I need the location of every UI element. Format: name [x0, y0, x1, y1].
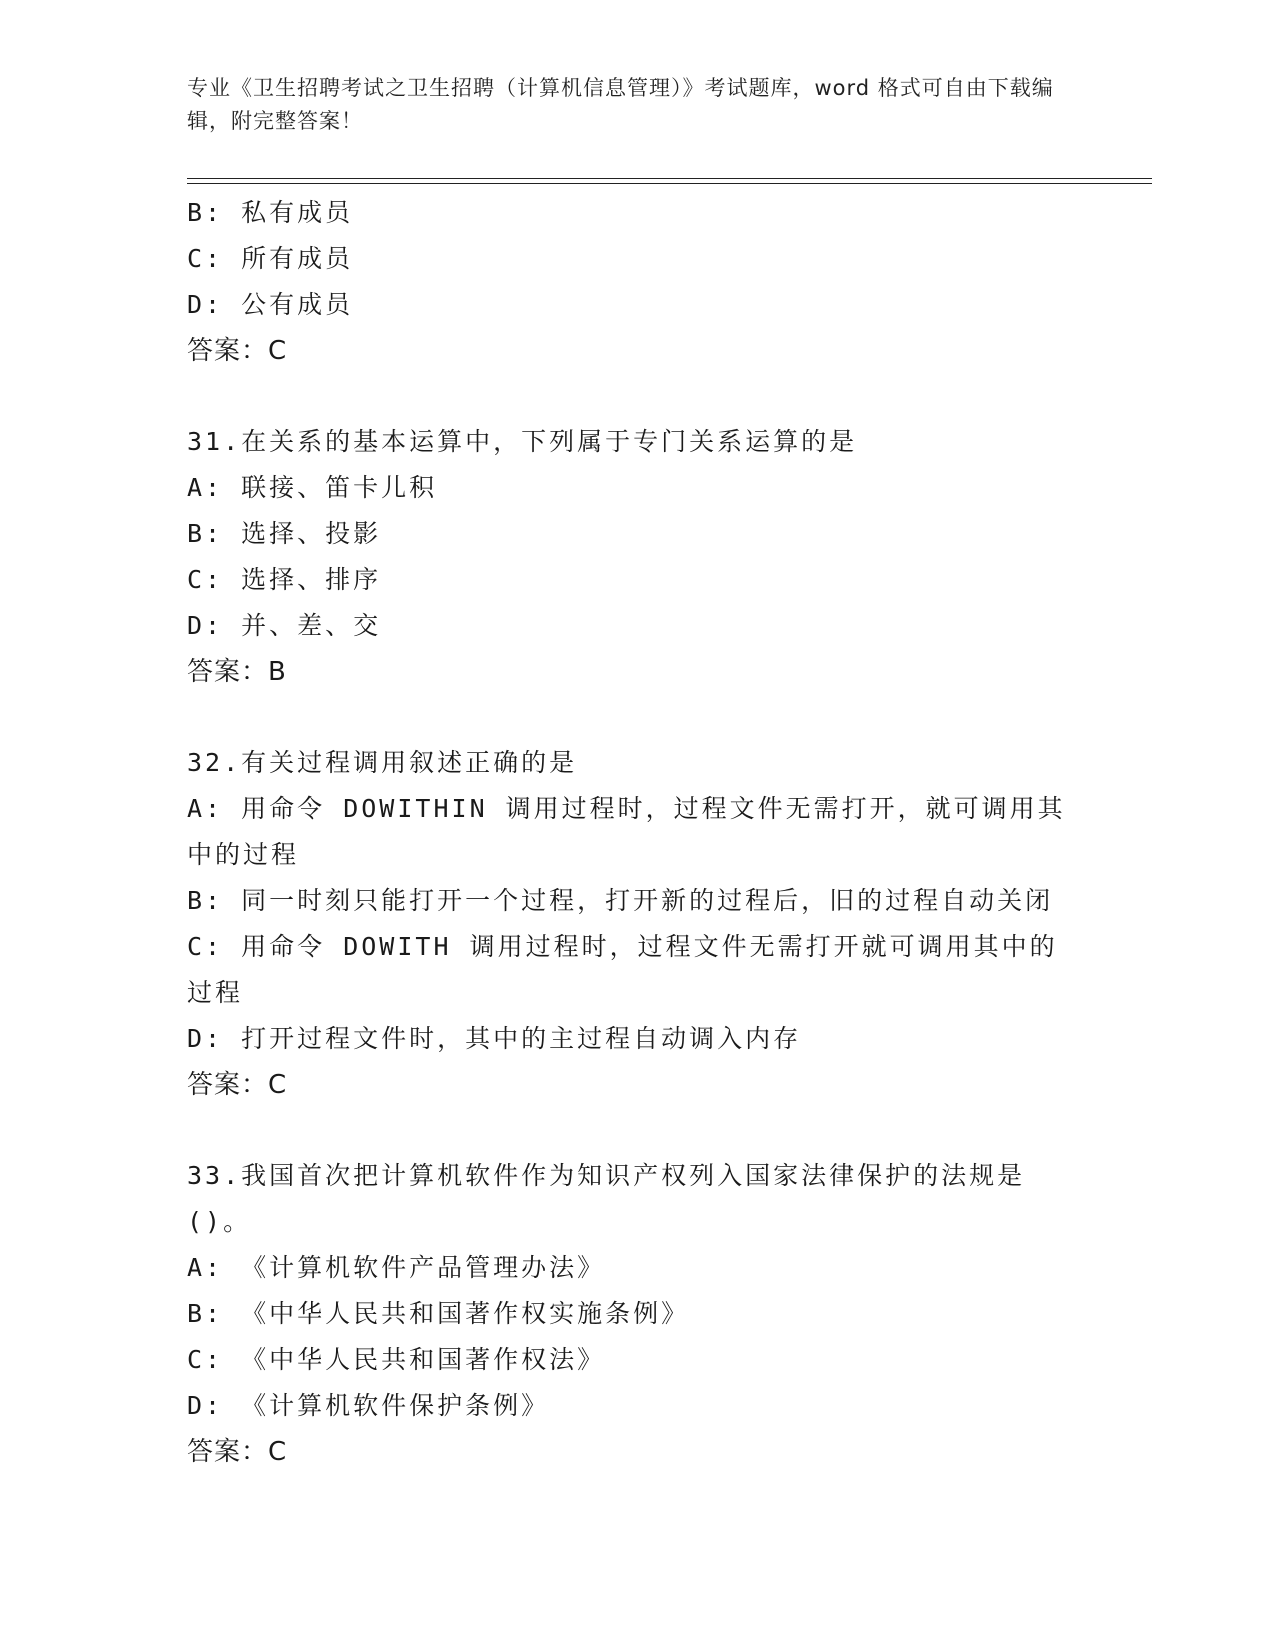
question-31	[187, 419, 1087, 695]
question-33	[187, 1153, 1087, 1475]
document-header: 专业《卫生招聘考试之卫生招聘（计算机信息管理）》考试题库，word 格式可自由下载编辑，附完整答案！	[187, 76, 1054, 133]
question-list	[187, 190, 1087, 1475]
option-b: B: 选择、投影	[187, 519, 382, 548]
question-30-tail	[187, 190, 1087, 374]
option-c: C: 选择、排序	[187, 565, 382, 594]
spacer	[187, 1108, 1087, 1153]
option-b: B: 同一时刻只能打开一个过程，打开新的过程后，旧的过程自动关闭	[187, 886, 1054, 915]
spacer	[187, 374, 1087, 419]
option-c: C: 所有成员	[187, 244, 354, 273]
option-a: A: 用命令 DOWITHIN 调用过程时，过程文件无需打开，就可调用其中的过程	[187, 794, 1066, 869]
header-rule-top	[187, 178, 1152, 179]
question-stem: 33.我国首次把计算机软件作为知识产权列入国家法律保护的法规是()。	[187, 1161, 1026, 1236]
option-a: A: 联接、笛卡儿积	[187, 473, 438, 502]
option-c: C: 用命令 DOWITH 调用过程时，过程文件无需打开就可调用其中的过程	[187, 932, 1058, 1007]
answer: 答案：C	[187, 1437, 288, 1467]
option-d: D: 打开过程文件时，其中的主过程自动调入内存	[187, 1024, 802, 1053]
option-d: D: 公有成员	[187, 290, 354, 319]
answer: 答案：B	[187, 657, 287, 687]
option-d: D: 《计算机软件保护条例》	[187, 1391, 550, 1420]
option-d: D: 并、差、交	[187, 611, 382, 640]
question-32	[187, 740, 1087, 1108]
option-a: A: 《计算机软件产品管理办法》	[187, 1253, 606, 1282]
option-b: B: 《中华人民共和国著作权实施条例》	[187, 1299, 690, 1328]
question-stem: 32.有关过程调用叙述正确的是	[187, 748, 578, 777]
option-c: C: 《中华人民共和国著作权法》	[187, 1345, 606, 1374]
answer: 答案：C	[187, 336, 288, 366]
header-rule-bottom	[187, 183, 1152, 184]
spacer	[187, 695, 1087, 740]
answer: 答案：C	[187, 1070, 288, 1100]
option-b: B: 私有成员	[187, 198, 354, 227]
question-stem: 31.在关系的基本运算中，下列属于专门关系运算的是	[187, 427, 858, 456]
